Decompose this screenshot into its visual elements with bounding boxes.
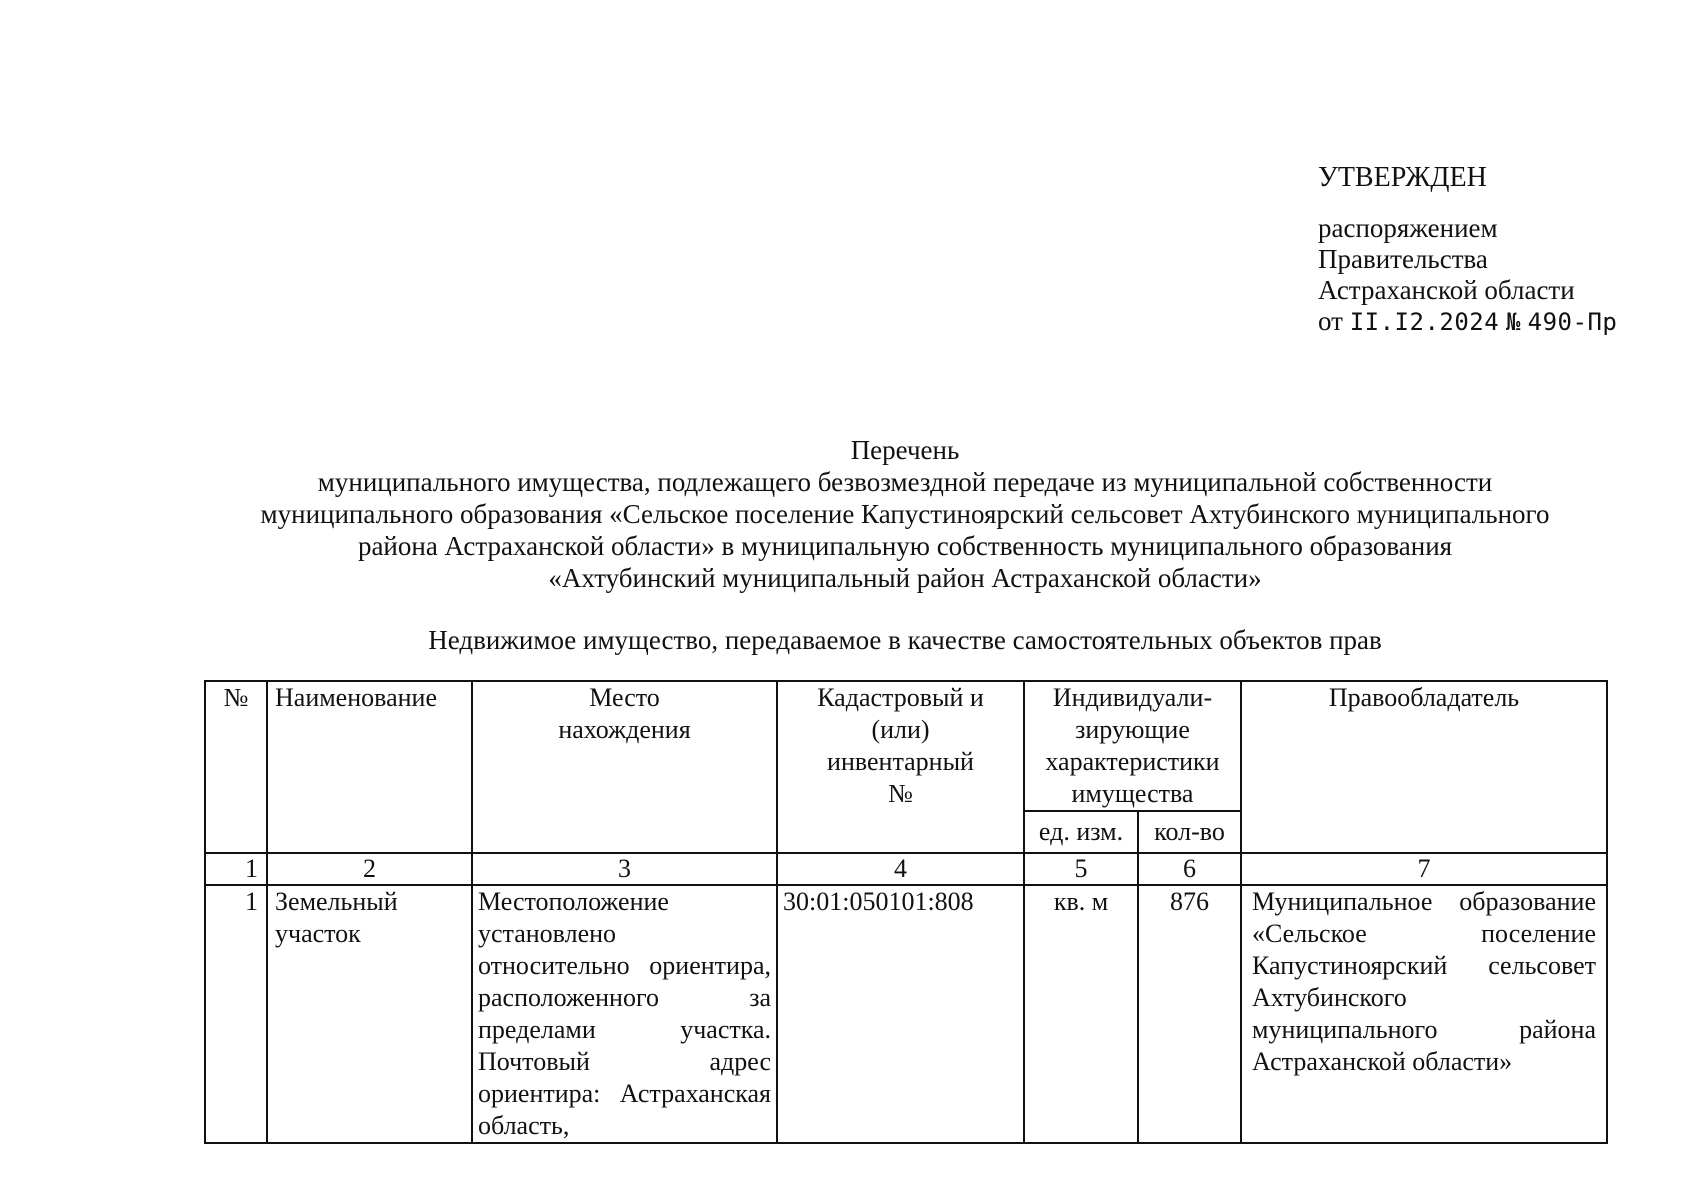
- row-owner: Муниципальное образование «Сельское поселение Капустиноярский сельсовет Ахтубинского муниципального района Астраханской области»: [1241, 885, 1607, 1143]
- row-name-line-1: Земельный: [275, 887, 398, 916]
- header-num: №: [205, 681, 267, 853]
- document-title: [0, 434, 1701, 594]
- column-number-5: 5: [1024, 853, 1138, 885]
- column-number-1: 1: [205, 853, 267, 885]
- header-location-line-2: нахождения: [558, 715, 691, 744]
- column-number-4: 4: [777, 853, 1024, 885]
- section-subtitle: Недвижимое имущество, передаваемое в качестве самостоятельных объектов прав: [428, 625, 1382, 655]
- row-unit: кв. м: [1024, 885, 1138, 1143]
- column-number-row: [205, 853, 1607, 885]
- header-row: [205, 681, 1607, 811]
- header-cadastral: [777, 681, 1024, 853]
- column-number-6: 6: [1138, 853, 1241, 885]
- header-individual-line-4: имущества: [1071, 779, 1194, 808]
- title-line-1: Перечень: [850, 435, 960, 465]
- column-number-3: 3: [472, 853, 777, 885]
- column-number-7: 7: [1241, 853, 1607, 885]
- header-cadastral-line-2: (или): [871, 715, 930, 744]
- row-name-line-2: участок: [275, 919, 361, 948]
- title-line-4: района Астраханской области» в муниципальную собственность муниципального образования: [357, 531, 1453, 561]
- approval-number-sign: №: [1505, 308, 1521, 336]
- approval-block: [1318, 162, 1617, 338]
- row-cadastral: 30:01:050101:808: [777, 885, 1024, 1143]
- property-table: [204, 680, 1608, 1144]
- title-line-2: муниципального имущества, подлежащего безвозмездной передаче из муниципальной собственности: [317, 467, 1493, 497]
- row-name: [267, 885, 472, 1143]
- row-qty: 876: [1138, 885, 1241, 1143]
- approval-date-line: [1318, 306, 1617, 338]
- header-individual-line-3: характеристики: [1045, 747, 1220, 776]
- header-unit: ед. изм.: [1024, 811, 1138, 853]
- approval-line-1: распоряжением: [1318, 213, 1498, 243]
- approval-date-prefix: от: [1318, 306, 1343, 336]
- approval-date: II.I2.2024: [1349, 308, 1500, 336]
- approval-heading: УТВЕРЖДЕН: [1318, 162, 1487, 193]
- header-owner: Правообладатель: [1241, 681, 1607, 853]
- column-number-2: 2: [267, 853, 472, 885]
- header-cadastral-line-4: №: [888, 779, 913, 808]
- header-individual-line-1: Индивидуали-: [1052, 683, 1213, 712]
- approval-number: 490-Пр: [1527, 308, 1618, 336]
- header-name: Наименование: [267, 681, 472, 853]
- header-individual-line-2: зирующие: [1075, 715, 1190, 744]
- header-location: [472, 681, 777, 853]
- header-cadastral-line-1: Кадастровый и: [817, 683, 984, 712]
- approval-line-2: Правительства: [1318, 244, 1488, 274]
- header-location-line-1: Место: [589, 683, 660, 712]
- row-num: 1: [205, 885, 267, 1143]
- row-location: Местоположение установлено относительно ориентира, расположенного за пределами участка. Почтовый адрес ориентира: Астраханская область,: [472, 885, 777, 1143]
- header-cadastral-line-3: инвентарный: [827, 747, 974, 776]
- header-qty: кол-во: [1138, 811, 1241, 853]
- header-individual: [1024, 681, 1241, 811]
- table-row: [205, 885, 1607, 1143]
- title-line-5: «Ахтубинский муниципальный район Астраханской области»: [548, 563, 1262, 593]
- approval-line-3: Астраханской области: [1318, 275, 1575, 305]
- title-line-3: муниципального образования «Сельское поселение Капустиноярский сельсовет Ахтубинского муниципального: [260, 499, 1550, 529]
